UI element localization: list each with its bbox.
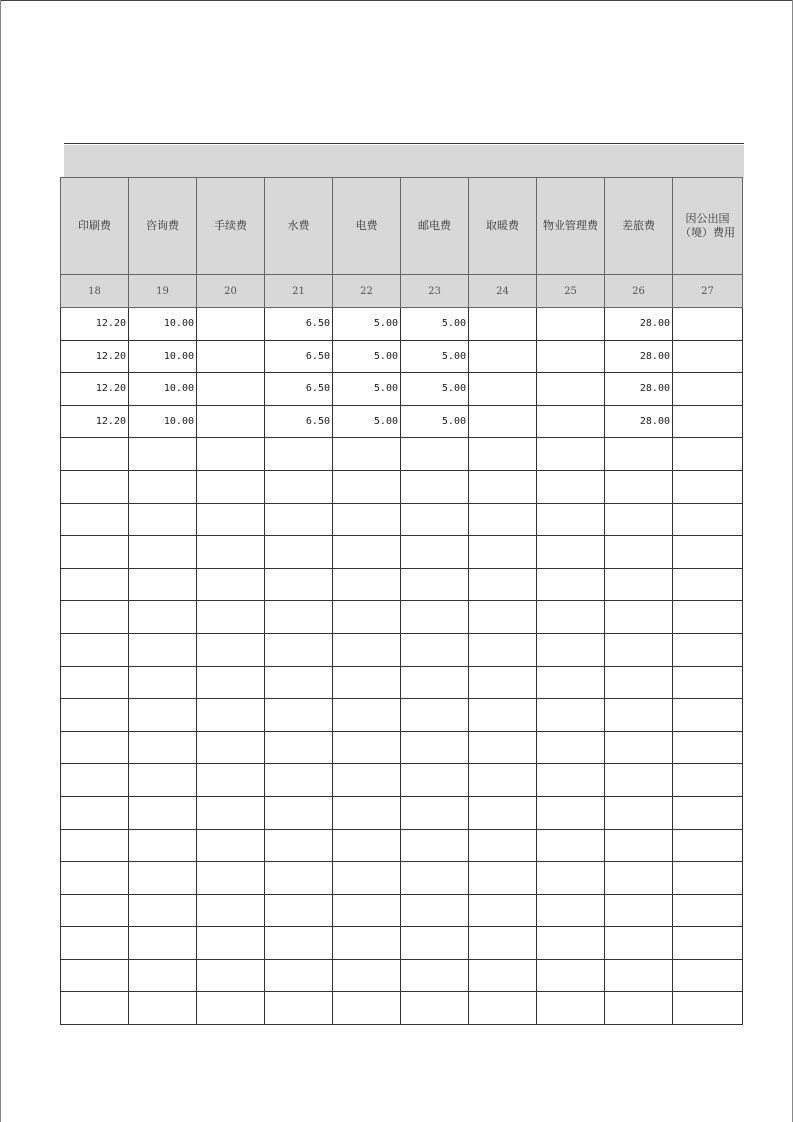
table-cell — [265, 601, 333, 634]
table-cell — [197, 373, 265, 406]
table-cell — [61, 796, 129, 829]
column-number: 23 — [401, 275, 469, 308]
table-cell — [333, 666, 401, 699]
table-cell — [61, 568, 129, 601]
table-row — [61, 601, 743, 634]
table-cell — [333, 862, 401, 895]
table-cell — [401, 536, 469, 569]
table-cell — [333, 992, 401, 1025]
top-rule — [64, 143, 744, 144]
table-row — [61, 438, 743, 471]
table-cell: 5.00 — [401, 340, 469, 373]
header-band — [64, 145, 744, 177]
table-row — [61, 992, 743, 1025]
table-cell — [469, 731, 537, 764]
table-cell — [469, 992, 537, 1025]
table-cell — [605, 699, 673, 732]
table-cell — [673, 699, 743, 732]
table-cell — [469, 340, 537, 373]
table-cell — [605, 862, 673, 895]
column-number: 27 — [673, 275, 743, 308]
table-cell — [197, 992, 265, 1025]
table-cell — [673, 405, 743, 438]
table-cell — [537, 731, 605, 764]
table-cell — [333, 699, 401, 732]
table-cell — [265, 764, 333, 797]
table-cell — [673, 666, 743, 699]
table-cell — [537, 470, 605, 503]
table-cell — [197, 862, 265, 895]
table-cell — [537, 927, 605, 960]
table-cell — [401, 438, 469, 471]
table-cell: 12.20 — [61, 373, 129, 406]
table-cell: 5.00 — [401, 373, 469, 406]
table-cell — [333, 503, 401, 536]
table-cell — [469, 894, 537, 927]
table-cell — [61, 699, 129, 732]
column-number: 26 — [605, 275, 673, 308]
table-cell — [333, 731, 401, 764]
table-cell: 12.20 — [61, 340, 129, 373]
table-cell — [129, 764, 197, 797]
table-row — [61, 503, 743, 536]
table-cell — [61, 536, 129, 569]
table-cell: 6.50 — [265, 373, 333, 406]
table-cell — [537, 405, 605, 438]
header-row — [61, 178, 743, 275]
table-cell — [401, 764, 469, 797]
table-cell: 6.50 — [265, 340, 333, 373]
table-cell — [469, 764, 537, 797]
table-cell: 5.00 — [333, 405, 401, 438]
table-cell — [605, 959, 673, 992]
column-number: 25 — [537, 275, 605, 308]
table-row — [61, 340, 743, 373]
table-cell: 10.00 — [129, 340, 197, 373]
table-cell — [469, 666, 537, 699]
column-header: 差旅费 — [605, 178, 673, 275]
table-cell — [469, 405, 537, 438]
table-cell — [61, 764, 129, 797]
table-cell — [265, 731, 333, 764]
table-cell — [469, 959, 537, 992]
table-cell — [129, 503, 197, 536]
table-cell — [537, 764, 605, 797]
table-cell — [401, 992, 469, 1025]
table-cell — [673, 894, 743, 927]
column-number-row — [61, 275, 743, 308]
table-cell — [605, 470, 673, 503]
table-cell — [333, 894, 401, 927]
table-cell — [605, 927, 673, 960]
table-cell — [61, 666, 129, 699]
table-cell — [537, 340, 605, 373]
table-cell — [129, 601, 197, 634]
table-cell — [401, 959, 469, 992]
table-cell — [265, 536, 333, 569]
table-cell — [605, 731, 673, 764]
table-cell — [401, 796, 469, 829]
table-cell — [605, 536, 673, 569]
page-left-border — [0, 0, 1, 1122]
column-number: 20 — [197, 275, 265, 308]
table-cell — [673, 438, 743, 471]
table-cell — [673, 470, 743, 503]
table-cell — [673, 796, 743, 829]
column-header: 取暖费 — [469, 178, 537, 275]
table-cell — [129, 470, 197, 503]
table-cell — [129, 568, 197, 601]
table-cell — [401, 699, 469, 732]
table-cell — [129, 796, 197, 829]
table-row — [61, 633, 743, 666]
table-cell — [61, 862, 129, 895]
table-cell — [537, 568, 605, 601]
table-cell — [333, 764, 401, 797]
table-cell — [469, 308, 537, 341]
table-cell — [469, 862, 537, 895]
table-cell — [197, 438, 265, 471]
table-row — [61, 829, 743, 862]
table-cell: 12.20 — [61, 405, 129, 438]
table-cell — [605, 764, 673, 797]
table-cell — [401, 862, 469, 895]
table-cell — [673, 340, 743, 373]
table-cell — [197, 764, 265, 797]
table-cell: 5.00 — [333, 373, 401, 406]
table-cell — [469, 601, 537, 634]
table-cell — [605, 633, 673, 666]
table-cell — [401, 731, 469, 764]
table-cell: 10.00 — [129, 373, 197, 406]
table-cell — [673, 829, 743, 862]
page-top-border — [0, 0, 793, 1]
table-cell — [673, 308, 743, 341]
table-cell: 10.00 — [129, 405, 197, 438]
table-row — [61, 764, 743, 797]
table-cell: 28.00 — [605, 308, 673, 341]
table-cell — [537, 503, 605, 536]
table-cell — [333, 536, 401, 569]
expense-table-container — [60, 177, 742, 1021]
table-cell — [333, 959, 401, 992]
table-row — [61, 666, 743, 699]
table-cell — [673, 731, 743, 764]
table-cell — [197, 959, 265, 992]
table-cell — [401, 894, 469, 927]
table-cell — [469, 829, 537, 862]
column-header: 物业管理费 — [537, 178, 605, 275]
table-cell — [197, 699, 265, 732]
table-cell — [401, 601, 469, 634]
table-cell — [129, 731, 197, 764]
table-cell — [537, 862, 605, 895]
table-cell — [197, 308, 265, 341]
table-cell — [469, 633, 537, 666]
table-cell — [401, 568, 469, 601]
table-cell — [401, 470, 469, 503]
table-cell — [265, 796, 333, 829]
table-cell — [129, 699, 197, 732]
table-cell: 5.00 — [401, 405, 469, 438]
table-cell — [605, 503, 673, 536]
table-cell — [61, 731, 129, 764]
table-cell — [605, 438, 673, 471]
table-cell — [469, 438, 537, 471]
column-header: 邮电费 — [401, 178, 469, 275]
table-cell — [197, 340, 265, 373]
table-cell — [129, 666, 197, 699]
table-cell — [401, 503, 469, 536]
table-row — [61, 731, 743, 764]
table-cell — [197, 536, 265, 569]
table-cell — [673, 568, 743, 601]
table-cell — [61, 959, 129, 992]
table-cell — [265, 438, 333, 471]
table-row — [61, 927, 743, 960]
table-row — [61, 308, 743, 341]
table-cell — [333, 601, 401, 634]
table-cell — [469, 927, 537, 960]
table-cell — [537, 308, 605, 341]
table-cell — [537, 438, 605, 471]
table-cell — [265, 894, 333, 927]
table-cell — [401, 927, 469, 960]
table-cell — [469, 796, 537, 829]
table-cell — [605, 992, 673, 1025]
table-cell — [265, 470, 333, 503]
table-cell — [673, 764, 743, 797]
table-cell — [673, 536, 743, 569]
table-cell — [265, 699, 333, 732]
column-number: 22 — [333, 275, 401, 308]
table-cell — [673, 959, 743, 992]
table-cell: 28.00 — [605, 340, 673, 373]
table-cell — [129, 829, 197, 862]
table-cell — [401, 666, 469, 699]
table-row — [61, 470, 743, 503]
table-cell — [537, 699, 605, 732]
column-header: 咨询费 — [129, 178, 197, 275]
table-cell — [197, 666, 265, 699]
table-cell — [401, 633, 469, 666]
table-cell — [61, 503, 129, 536]
table-cell — [197, 829, 265, 862]
table-cell — [333, 633, 401, 666]
column-header: 印刷费 — [61, 178, 129, 275]
table-row — [61, 536, 743, 569]
table-row — [61, 699, 743, 732]
table-row — [61, 405, 743, 438]
table-cell: 6.50 — [265, 308, 333, 341]
table-cell: 28.00 — [605, 373, 673, 406]
table-cell — [129, 992, 197, 1025]
table-cell — [537, 666, 605, 699]
table-cell — [265, 633, 333, 666]
table-cell — [333, 438, 401, 471]
table-cell — [537, 894, 605, 927]
table-cell — [605, 796, 673, 829]
table-cell — [605, 894, 673, 927]
table-cell — [401, 829, 469, 862]
table-cell — [469, 568, 537, 601]
table-cell: 5.00 — [333, 308, 401, 341]
table-cell — [197, 405, 265, 438]
table-cell — [673, 633, 743, 666]
table-cell — [265, 503, 333, 536]
table-cell — [61, 829, 129, 862]
table-cell — [673, 373, 743, 406]
table-row — [61, 862, 743, 895]
table-cell — [265, 568, 333, 601]
column-header: 电费 — [333, 178, 401, 275]
table-cell — [129, 536, 197, 569]
table-cell: 6.50 — [265, 405, 333, 438]
table-cell — [333, 796, 401, 829]
table-cell — [605, 666, 673, 699]
table-cell — [469, 503, 537, 536]
table-cell — [469, 470, 537, 503]
column-number: 19 — [129, 275, 197, 308]
table-cell — [197, 894, 265, 927]
table-cell — [197, 568, 265, 601]
table-cell — [197, 731, 265, 764]
table-cell — [61, 927, 129, 960]
table-cell — [537, 536, 605, 569]
table-cell — [469, 699, 537, 732]
column-number: 24 — [469, 275, 537, 308]
table-cell — [469, 536, 537, 569]
table-cell — [265, 927, 333, 960]
table-cell — [61, 633, 129, 666]
table-row — [61, 894, 743, 927]
table-cell — [265, 992, 333, 1025]
table-cell — [537, 829, 605, 862]
column-number: 18 — [61, 275, 129, 308]
table-cell — [129, 894, 197, 927]
column-header: 手续费 — [197, 178, 265, 275]
table-cell — [537, 796, 605, 829]
table-cell — [673, 862, 743, 895]
table-cell — [605, 829, 673, 862]
table-cell — [265, 959, 333, 992]
table-cell — [537, 992, 605, 1025]
table-cell — [129, 927, 197, 960]
table-row — [61, 568, 743, 601]
table-cell: 10.00 — [129, 308, 197, 341]
table-cell — [197, 503, 265, 536]
table-cell — [333, 470, 401, 503]
table-cell — [469, 373, 537, 406]
table-cell — [129, 438, 197, 471]
table-cell — [333, 568, 401, 601]
table-row — [61, 959, 743, 992]
table-cell — [61, 470, 129, 503]
column-number: 21 — [265, 275, 333, 308]
column-header: 水费 — [265, 178, 333, 275]
table-cell — [61, 992, 129, 1025]
table-cell — [673, 927, 743, 960]
table-cell — [673, 601, 743, 634]
table-cell: 5.00 — [333, 340, 401, 373]
column-header: 因公出国（境）费用 — [673, 178, 743, 275]
table-cell: 12.20 — [61, 308, 129, 341]
table-cell — [333, 927, 401, 960]
table-cell — [61, 894, 129, 927]
table-cell — [537, 601, 605, 634]
table-cell — [197, 927, 265, 960]
table-cell — [537, 373, 605, 406]
table-cell — [197, 470, 265, 503]
table-cell — [537, 959, 605, 992]
table-cell — [265, 666, 333, 699]
table-cell — [605, 601, 673, 634]
table-cell — [197, 796, 265, 829]
table-cell — [673, 992, 743, 1025]
expense-table — [60, 177, 743, 1025]
table-cell — [61, 438, 129, 471]
table-cell — [265, 862, 333, 895]
table-cell — [129, 862, 197, 895]
table-cell: 28.00 — [605, 405, 673, 438]
table-row — [61, 373, 743, 406]
table-cell: 5.00 — [401, 308, 469, 341]
table-cell — [673, 503, 743, 536]
table-cell — [605, 568, 673, 601]
table-cell — [197, 601, 265, 634]
table-cell — [333, 829, 401, 862]
table-body — [61, 178, 743, 1025]
table-cell — [129, 959, 197, 992]
table-cell — [197, 633, 265, 666]
table-cell — [129, 633, 197, 666]
table-cell — [265, 829, 333, 862]
table-cell — [537, 633, 605, 666]
table-cell — [61, 601, 129, 634]
table-row — [61, 796, 743, 829]
